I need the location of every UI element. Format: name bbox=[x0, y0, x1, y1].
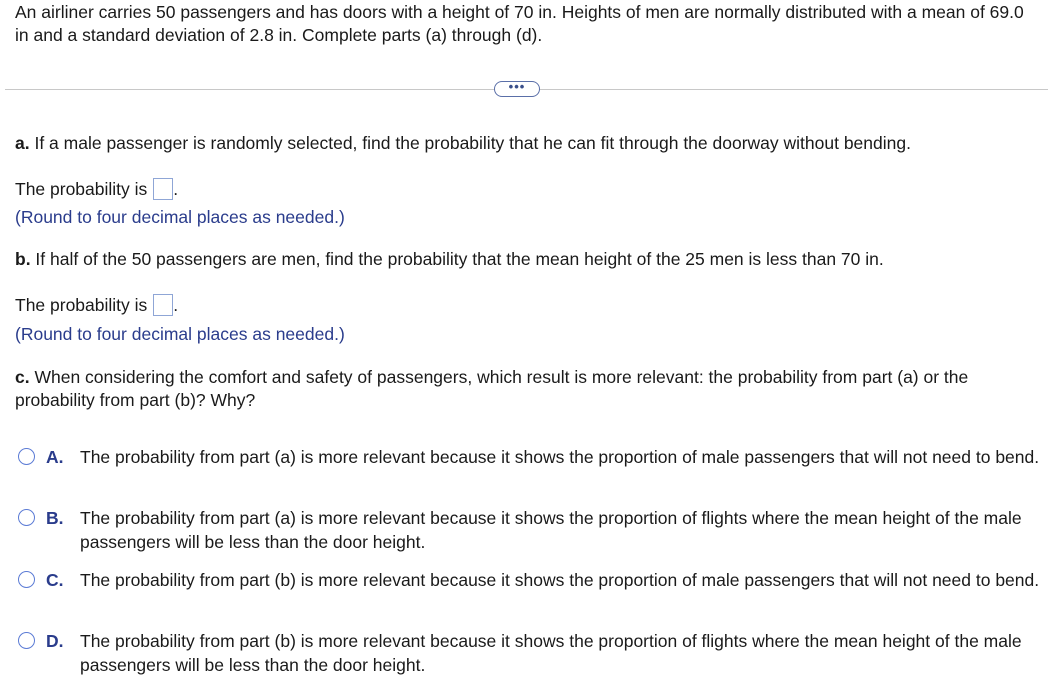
option-c-text: The probability from part (b) is more relevant because it shows the proportion of male passengers that will not need to bend. bbox=[80, 570, 1040, 590]
part-a-answer-suffix: . bbox=[173, 179, 179, 199]
part-a-text: If a male passenger is randomly selected, find the probability that he can fit through the doorway without bending. bbox=[29, 133, 911, 153]
part-c-label: c. bbox=[15, 367, 30, 387]
option-a-text: The probability from part (a) is more relevant because it shows the proportion of male passengers that will not need to bend. bbox=[80, 447, 1040, 467]
option-d-text: The probability from part (b) is more relevant because it shows the proportion of flights where the mean height of the male passengers will be less than the door height. bbox=[80, 631, 1022, 675]
option-b-radio[interactable] bbox=[18, 509, 35, 526]
option-b-text: The probability from part (a) is more relevant because it shows the proportion of flights where the mean height of the male passengers will be less than the door height. bbox=[80, 508, 1022, 552]
part-b-answer-input[interactable] bbox=[153, 294, 173, 316]
option-d-letter: D. bbox=[46, 631, 64, 651]
part-a-label: a. bbox=[15, 133, 30, 153]
part-a-question bbox=[15, 132, 1040, 155]
problem-statement: An airliner carries 50 passengers and has doors with a height of 70 in. Heights of men are normally distributed with a mean of 69.0 in and a standard deviation of 2.8 in. Complete parts (a) through (d). bbox=[15, 2, 1024, 45]
part-b-answer-prefix: The probability is bbox=[15, 295, 148, 315]
part-b-answer-suffix: . bbox=[173, 295, 179, 315]
part-a-answer-prefix: The probability is bbox=[15, 179, 148, 199]
option-a-letter: A. bbox=[46, 447, 64, 467]
part-b-answer-line bbox=[15, 293, 178, 317]
option-b-letter: B. bbox=[46, 508, 64, 528]
part-b-hint: (Round to four decimal places as needed.) bbox=[15, 324, 345, 344]
more-options-button[interactable]: ••• bbox=[494, 81, 540, 97]
part-b-text: If half of the 50 passengers are men, find the probability that the mean height of the 25 men is less than 70 in. bbox=[30, 249, 884, 269]
part-b-question bbox=[15, 248, 1040, 271]
part-a-answer-line bbox=[15, 177, 178, 201]
option-c-radio[interactable] bbox=[18, 571, 35, 588]
part-c-text: When considering the comfort and safety of passengers, which result is more relevant: the probability from part (a) or the probability from part (b)? Why? bbox=[15, 367, 969, 410]
option-a-radio[interactable] bbox=[18, 448, 35, 465]
part-a-answer-input[interactable] bbox=[153, 178, 173, 200]
option-c-letter: C. bbox=[46, 570, 64, 590]
part-c-question bbox=[15, 366, 1040, 412]
part-a-hint: (Round to four decimal places as needed.) bbox=[15, 207, 345, 227]
part-b-label: b. bbox=[15, 249, 31, 269]
option-d-radio[interactable] bbox=[18, 632, 35, 649]
